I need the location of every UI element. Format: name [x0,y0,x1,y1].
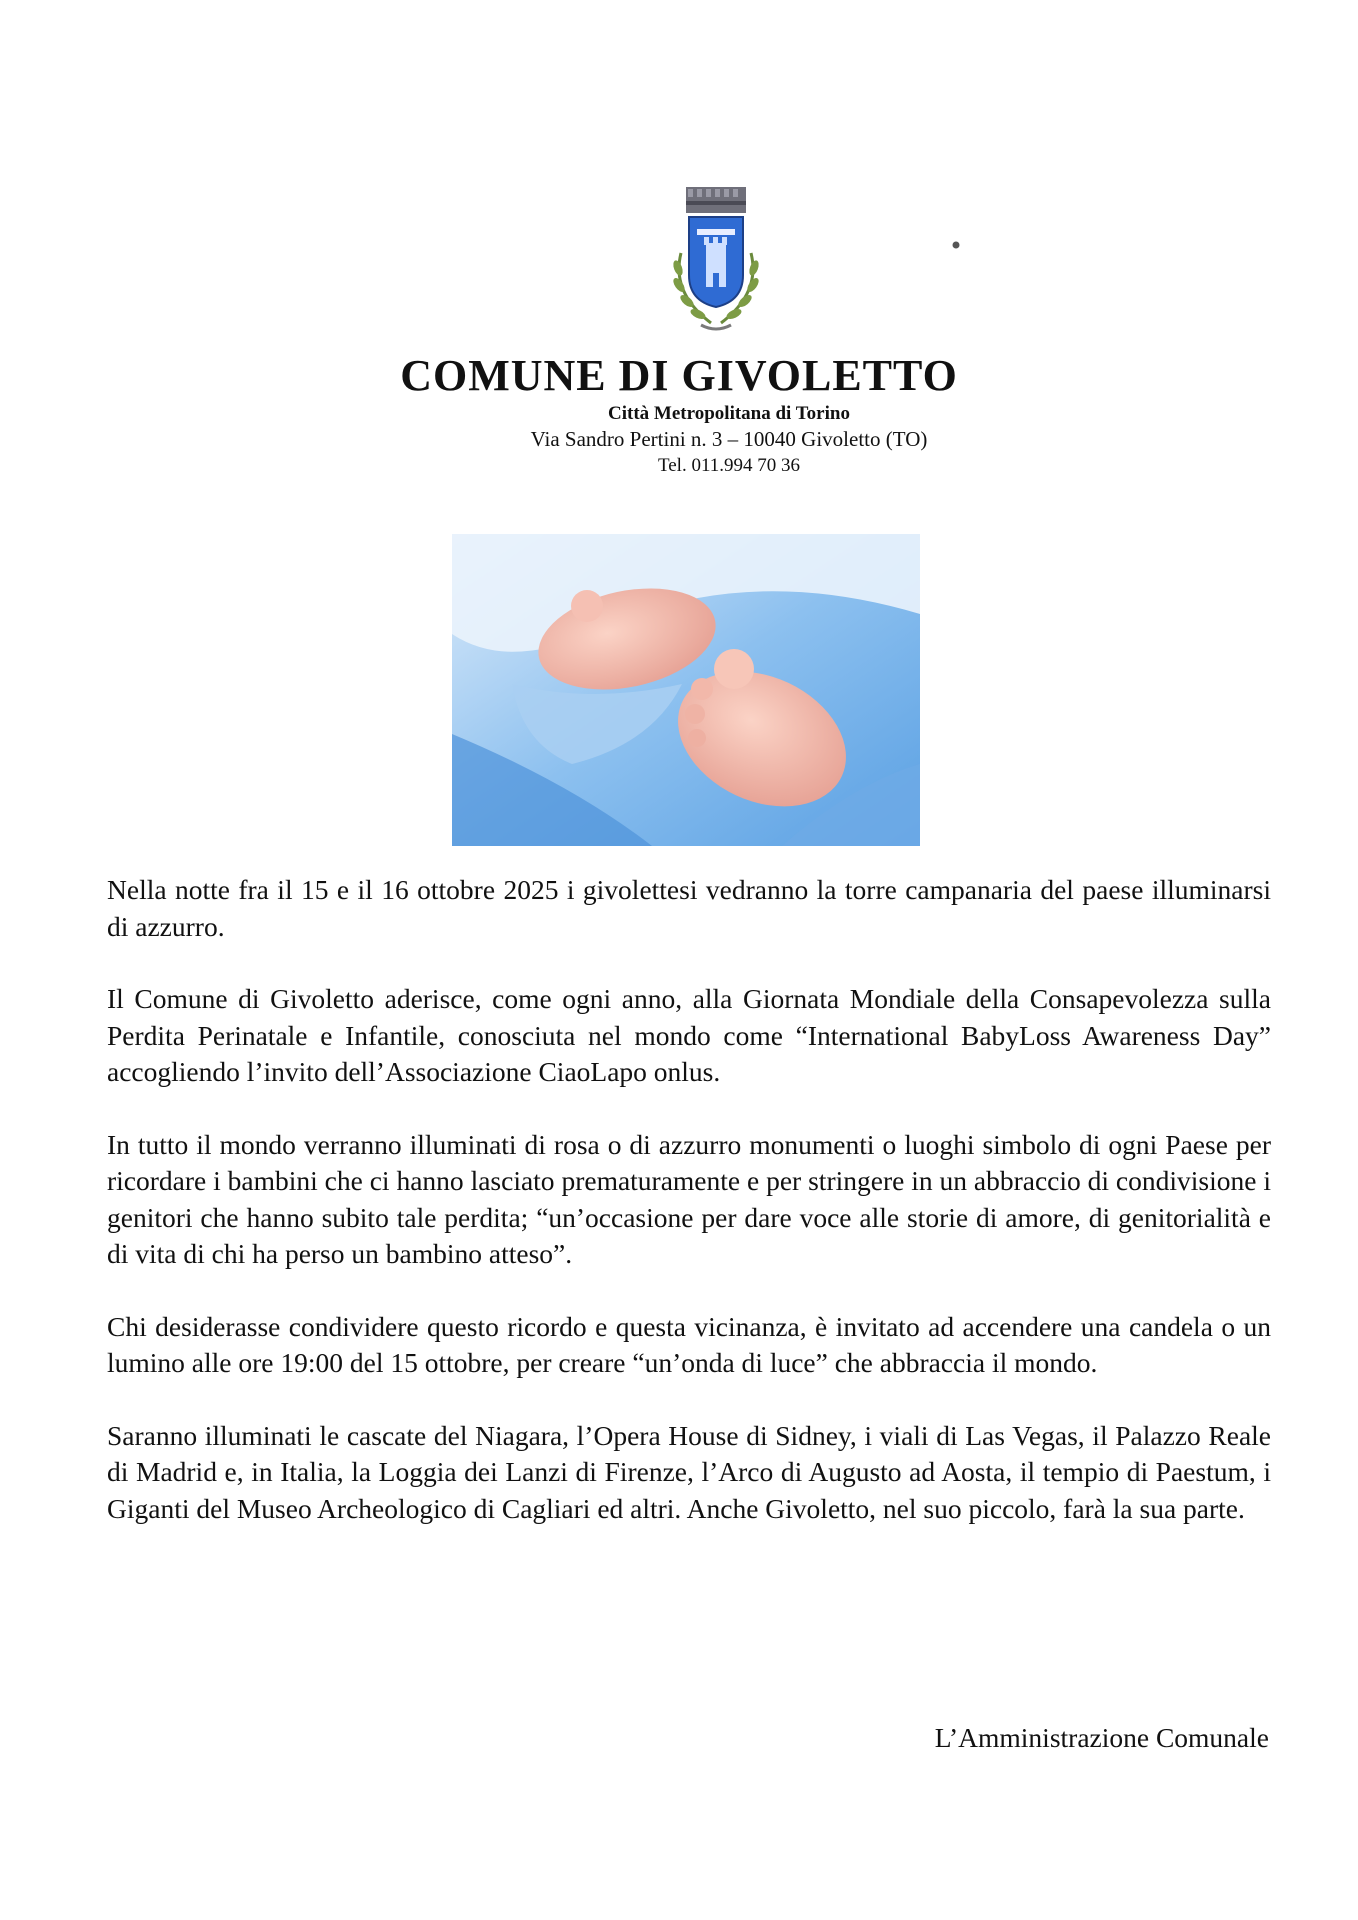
page-title: COMUNE DI GIVOLETTO [400,351,958,400]
paragraph: Chi desiderasse condividere questo ricordo e questa vicinanza, è invitato ad accendere una candela o un lumino alle ore 19:00 del 15 ottobre, per creare “un’onda di luce” che abbraccia il mondo. [107,1310,1271,1378]
paragraph: Saranno illuminati le cascate del Niagara, l’Opera House di Sidney, i viali di Las Vegas, il Palazzo Reale di Madrid e, in Italia, la Loggia dei Lanzi di Firenze, l’Arco di Augusto ad Aosta, il tempio di Paestum, i Giganti del Museo Archeologico di Cagliari ed altri. Anche Givoletto, nel suo piccolo, farà la sua parte. [107,1419,1271,1524]
paragraph: In tutto il mondo verranno illuminati di rosa o di azzurro monumenti o luoghi simbolo di ogni Paese per ricordare i bambini che ci hanno lasciato prematuramente e per stringere in un abbraccio di condivisione i genitori che hanno subito tale perdita; “un’occasione per dare voce alle storie di amore, di genitorialità e di vita di chi ha perso un bambino atteso”. [107,1128,1271,1269]
signature: L’Amministrazione Comunale [934,1722,1269,1753]
subtitle: Città Metropolitana di Torino [608,403,850,424]
baby-feet-photo [452,534,920,846]
paragraph: Nella notte fra il 15 e il 16 ottobre 2025 i givolettesi vedranno la torre campanaria del paese illuminarsi di azzurro. [107,874,1271,942]
body-text [107,872,1271,1563]
ink-speck [951,240,961,250]
coat-of-arms-icon [651,183,781,343]
paragraph: Il Comune di Givoletto aderisce, come ogni anno, alla Giornata Mondiale della Consapevolezza sulla Perdita Perinatale e Infantile, conosciuta nel mondo come “International BabyLoss Awareness Day” accogliendo l’invito dell’Associazione CiaoLapo onlus. [107,983,1271,1087]
address: Via Sandro Pertini n. 3 – 10040 Givoletto (TO) [530,427,928,451]
phone-number: Tel. 011.994 70 36 [657,455,801,476]
